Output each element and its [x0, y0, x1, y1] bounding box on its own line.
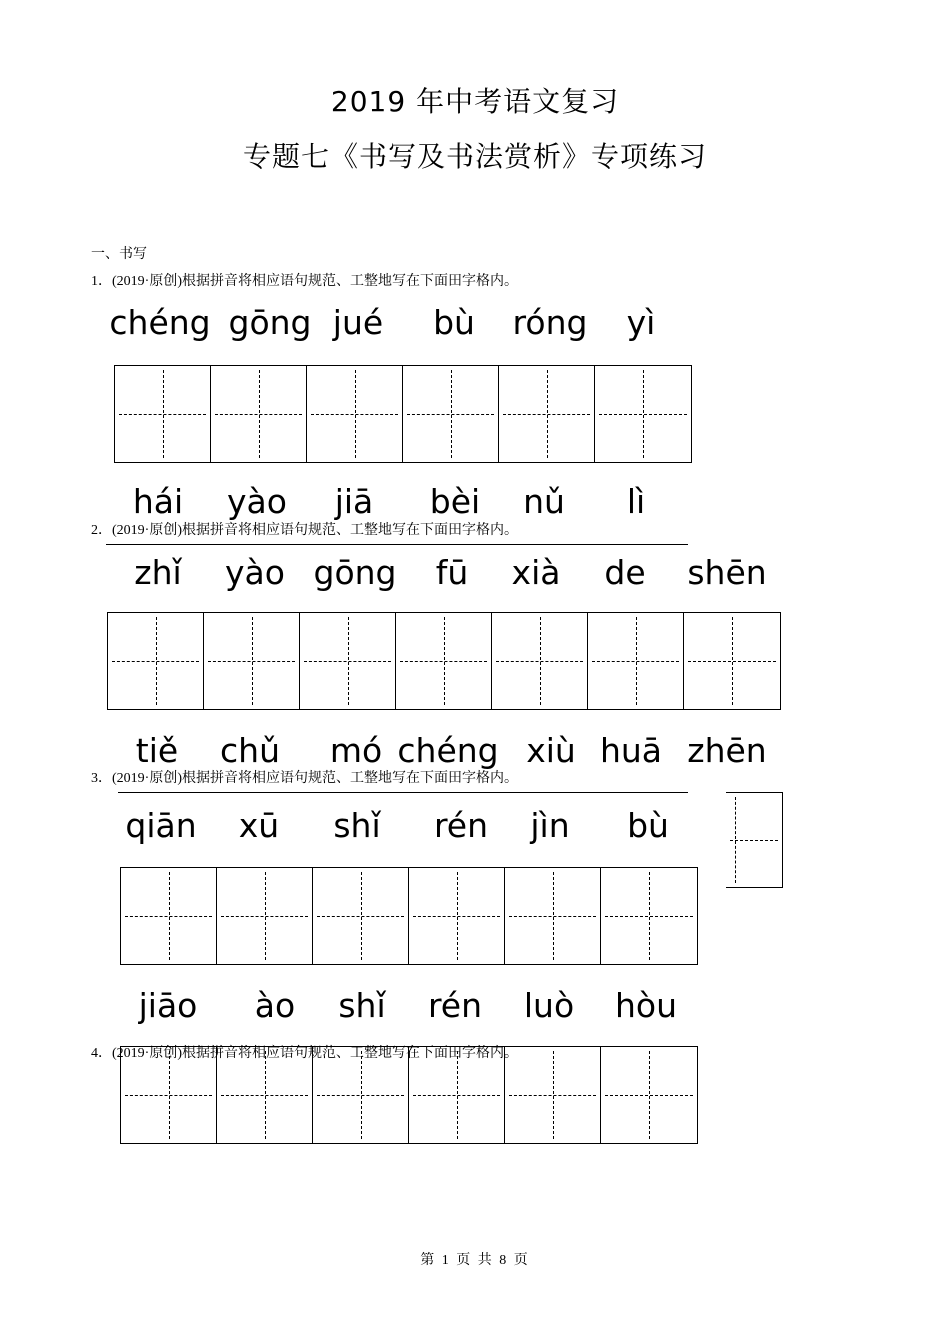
- q1-pinyin-bottom-4: bèi: [429, 482, 481, 521]
- q2-pinyin-bottom-5: xiù: [526, 731, 576, 770]
- grid-cell[interactable]: [505, 868, 601, 964]
- grid-cell[interactable]: [588, 613, 684, 709]
- grid-cell[interactable]: [396, 613, 492, 709]
- divider-line: [106, 544, 688, 545]
- grid-cell[interactable]: [595, 366, 691, 462]
- q3-pinyin-bottom-1: jiāo: [138, 986, 198, 1025]
- divider-line: [118, 792, 688, 793]
- q2-pinyin-top-6: de: [604, 553, 646, 592]
- q1-pinyin-top-6: yì: [626, 303, 656, 342]
- q3-pinyin-bottom-6: hòu: [614, 986, 678, 1025]
- q2-pinyin-top-2: yào: [225, 553, 285, 592]
- grid-cell[interactable]: [601, 868, 697, 964]
- q2-pinyin-top-5: xià: [511, 553, 561, 592]
- q2-pinyin-top-4: fū: [435, 553, 469, 592]
- q3-pinyin-top-5: jìn: [530, 806, 570, 845]
- q3-writing-grid[interactable]: [120, 867, 698, 965]
- q2-writing-grid[interactable]: [107, 612, 781, 710]
- q3-pinyin-top-6: bù: [627, 806, 669, 845]
- grid-cell[interactable]: [499, 366, 595, 462]
- q2-pinyin-bottom-6: huā: [599, 731, 663, 770]
- grid-cell[interactable]: [211, 366, 307, 462]
- q3-pinyin-top-3: shǐ: [333, 806, 381, 845]
- grid-cell[interactable]: [115, 366, 211, 462]
- cell-guide-horizontal: [730, 840, 778, 841]
- q2-pinyin-top-1: zhǐ: [134, 553, 182, 592]
- q1-pinyin-top-1: chéng: [109, 303, 211, 342]
- grid-cell[interactable]: [204, 613, 300, 709]
- grid-cell[interactable]: [409, 868, 505, 964]
- q3-pinyin-top-4: rén: [433, 806, 489, 845]
- q3-pinyin-top-2: xū: [238, 806, 280, 845]
- q1-pinyin-bottom-5: nǔ: [523, 482, 565, 521]
- q1-pinyin-bottom-6: lì: [626, 482, 646, 521]
- q1-pinyin-top-2: gōng: [228, 303, 312, 342]
- question-1-label: 1．(2019·原创)根据拼音将相应语句规范、工整地写在下面田字格内。: [91, 274, 518, 289]
- question-2-label: 2．(2019·原创)根据拼音将相应语句规范、工整地写在下面田字格内。: [91, 523, 518, 538]
- q3-pinyin-bottom-3: shǐ: [338, 986, 386, 1025]
- q2-pinyin-bottom-2: chǔ: [220, 731, 280, 770]
- q3-pinyin-bottom-5: luò: [523, 986, 575, 1025]
- grid-cell[interactable]: [217, 868, 313, 964]
- partial-grid-cell[interactable]: [726, 792, 783, 888]
- q3-pinyin-bottom-4: rén: [427, 986, 483, 1025]
- grid-cell[interactable]: [121, 868, 217, 964]
- grid-cell[interactable]: [108, 613, 204, 709]
- q1-pinyin-top-4: bù: [433, 303, 475, 342]
- q1-writing-grid[interactable]: [114, 365, 692, 463]
- page-title: 2019 年中考语文复习: [330, 85, 620, 118]
- q3-pinyin-bottom-2: ào: [254, 986, 296, 1025]
- q1-pinyin-top-3: jué: [332, 303, 384, 342]
- question-4-label: 4．(2019·原创)根据拼音将相应语句规范、工整地写在下面田字格内。: [91, 1046, 518, 1061]
- grid-cell[interactable]: [684, 613, 780, 709]
- grid-cell[interactable]: [403, 366, 499, 462]
- grid-cell[interactable]: [505, 1047, 601, 1143]
- q1-pinyin-bottom-3: jiā: [334, 482, 374, 521]
- q1-pinyin-bottom-2: yào: [227, 482, 287, 521]
- section-heading: 一、书写: [91, 247, 147, 262]
- q3-pinyin-top-1: qiān: [125, 806, 197, 845]
- grid-cell[interactable]: [601, 1047, 697, 1143]
- page-footer: 第 1 页 共 8 页: [420, 1253, 530, 1268]
- page-subtitle: 专题七《书写及书法赏析》专项练习: [242, 140, 707, 173]
- q2-pinyin-bottom-7: zhēn: [687, 731, 767, 770]
- q2-pinyin-top-7: shēn: [687, 553, 767, 592]
- question-3-label: 3．(2019·原创)根据拼音将相应语句规范、工整地写在下面田字格内。: [91, 771, 518, 786]
- q2-pinyin-bottom-4: chéng: [397, 731, 499, 770]
- q2-pinyin-bottom-1: tiě: [135, 731, 179, 770]
- grid-cell[interactable]: [300, 613, 396, 709]
- q1-pinyin-top-5: róng: [512, 303, 588, 342]
- grid-cell[interactable]: [307, 366, 403, 462]
- grid-cell[interactable]: [492, 613, 588, 709]
- q1-pinyin-bottom-1: hái: [132, 482, 184, 521]
- q2-pinyin-bottom-3: mó: [329, 731, 383, 770]
- q2-pinyin-top-3: gōng: [313, 553, 397, 592]
- grid-cell[interactable]: [313, 868, 409, 964]
